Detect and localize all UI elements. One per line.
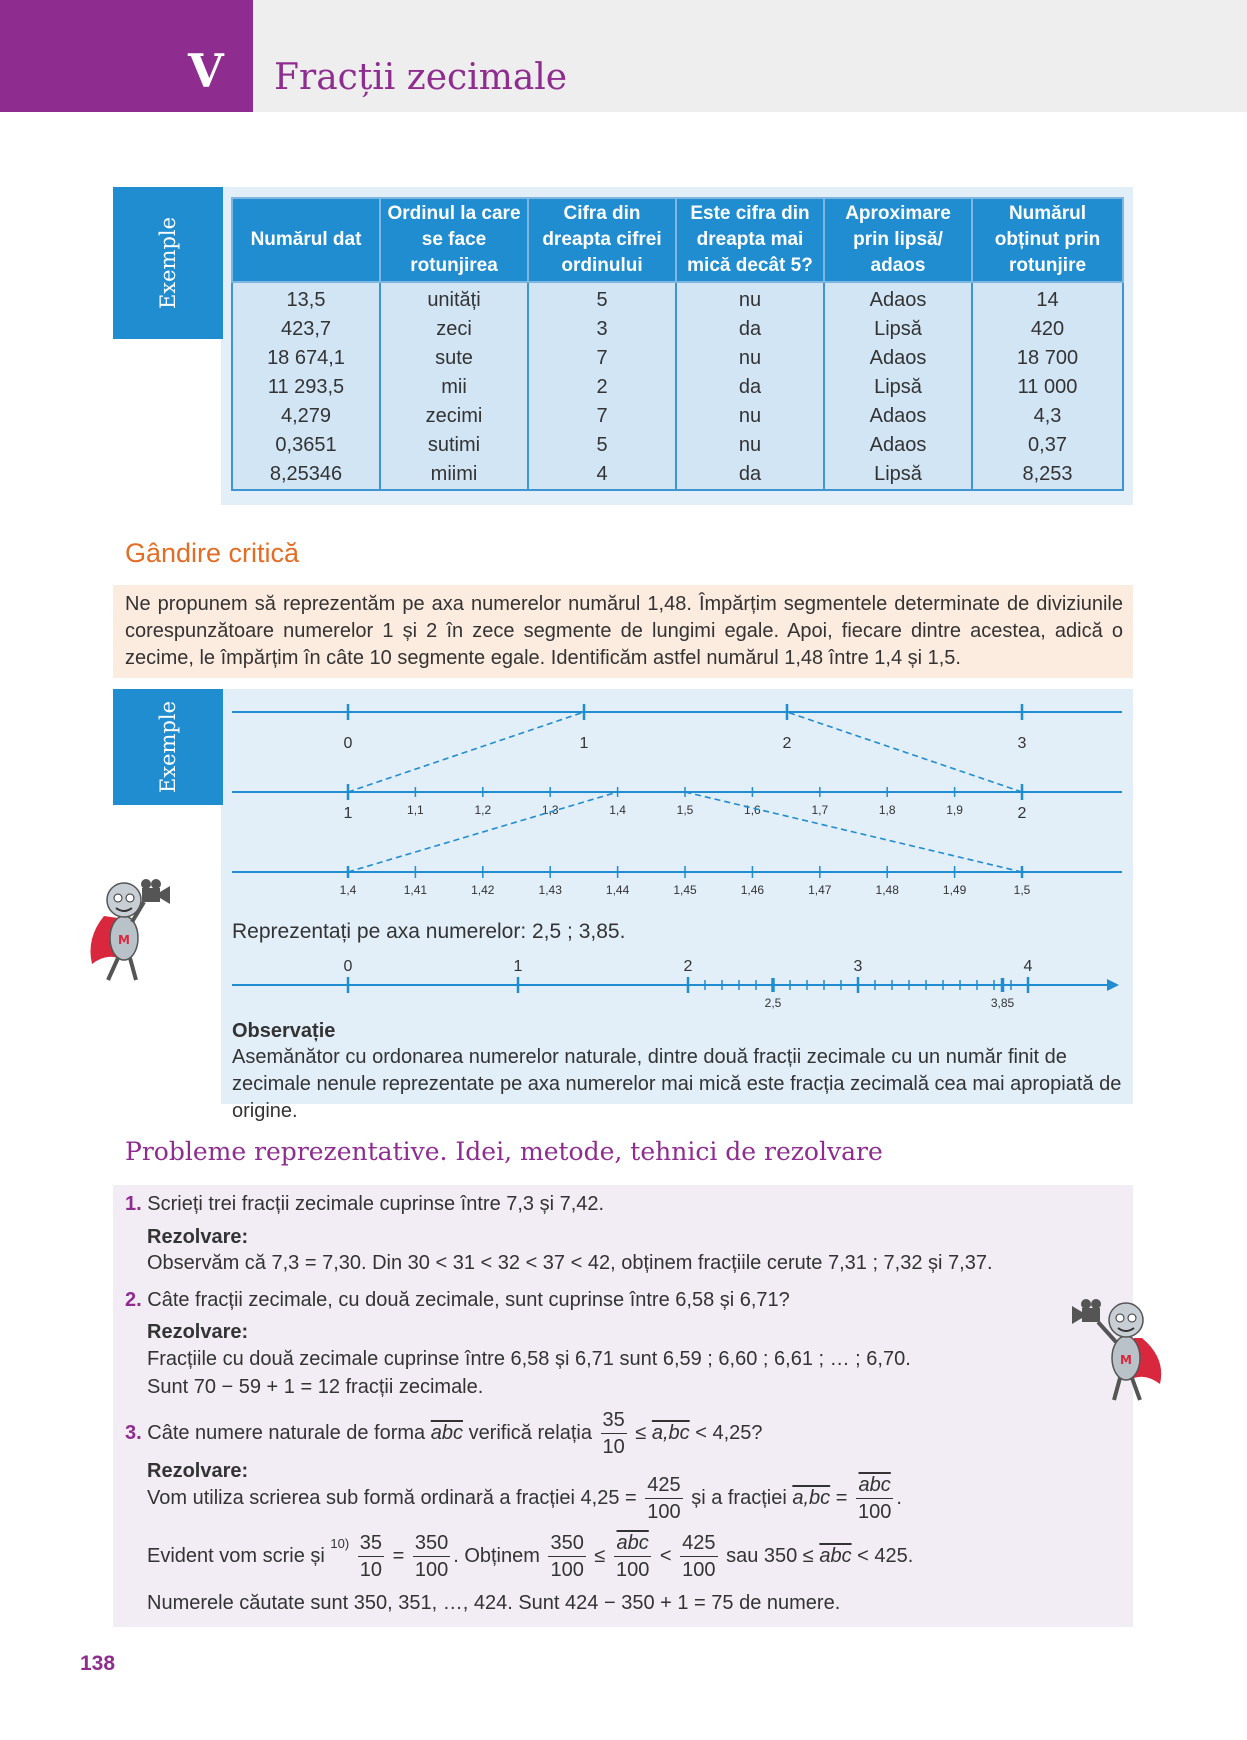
table-cell: Lipsă bbox=[824, 315, 972, 344]
fraction bbox=[856, 1472, 893, 1525]
problem-text: Câte numere naturale de forma bbox=[147, 1421, 426, 1444]
exercise-axis bbox=[232, 958, 1119, 1010]
table-row bbox=[232, 402, 1123, 431]
axis-tick-label: 1,7 bbox=[811, 803, 829, 817]
table-cell: Adaos bbox=[824, 431, 972, 460]
axis-tick-label: 1,8 bbox=[878, 803, 896, 817]
axis-tick-label: 3 bbox=[853, 958, 863, 975]
numerator: 425 bbox=[680, 1530, 717, 1557]
axis-tick-label: 1 bbox=[343, 805, 353, 822]
table-cell: Adaos bbox=[824, 402, 972, 431]
table-row bbox=[232, 282, 1123, 315]
problem-text: Câte fracții zecimale, cu două zecimale, sunt cuprinse între 6,58 și 6,71? bbox=[147, 1289, 790, 1311]
operator: < bbox=[659, 1545, 672, 1567]
axis-tick-label: 1,3 bbox=[541, 803, 559, 817]
solution-text: sau 350 ≤ bbox=[726, 1545, 814, 1567]
denominator: 10 bbox=[359, 1559, 383, 1582]
problem-1-statement bbox=[125, 1191, 604, 1218]
observation-title: Observație bbox=[232, 1020, 336, 1042]
observation-text: Asemănător cu ordonarea numerelor naturale, dintre două fracții zecimale cu un număr finit de zecimale nenule reprezentate pe axa numerelor mai mică este fracția zecimală cea mai apropiată de origine. bbox=[232, 1046, 1122, 1122]
overline-abc: $\overline{abc}$ bbox=[430, 1421, 463, 1444]
problem-2-solution-line-1: Fracțiile cu două zecimale cuprinse între 6,58 și 6,71 sunt 6,59 ; 6,60 ; 6,61 ; … ; 6,70. bbox=[147, 1348, 911, 1370]
axis-tick-label: 1,6 bbox=[744, 803, 761, 817]
table-header-row bbox=[232, 198, 1123, 282]
examples-tab-1 bbox=[113, 187, 223, 339]
critical-thinking-text: Ne propunem să reprezentăm pe axa numerelor numărul 1,48. Împărțim segmentele determinate de diviziunile corespunzătoare numerelor 1 și 2 în zece segmente de lungimi egale. Apoi, fiecare dintre acestea, adică o zecime, le împărțim în câte 10 segmente egale. Identificăm astfel numărul 1,48 între 1,4 și 1,5. bbox=[125, 593, 1123, 669]
table-cell: mii bbox=[380, 373, 528, 402]
table-cell: 18 700 bbox=[972, 344, 1123, 373]
table-row bbox=[232, 431, 1123, 460]
denominator: 100 bbox=[414, 1559, 449, 1582]
table-cell: 5 bbox=[528, 282, 676, 315]
zoom-connector bbox=[787, 712, 1022, 792]
fraction bbox=[413, 1530, 450, 1583]
table-cell: 4,279 bbox=[232, 402, 380, 431]
denominator: 10 bbox=[602, 1436, 625, 1458]
numerator: $\overline{abc}$ bbox=[856, 1472, 893, 1499]
numerator: 35 bbox=[601, 1407, 627, 1434]
problem-3-solution-line-1 bbox=[147, 1472, 902, 1525]
axis-tick-label: 2 bbox=[683, 958, 693, 975]
problem-number: 1. bbox=[125, 1193, 142, 1215]
axis-tick-label: 1,47 bbox=[808, 883, 832, 897]
svg-text:M: M bbox=[1120, 1353, 1132, 1367]
denominator: 100 bbox=[615, 1559, 650, 1582]
axis-tick-label: 1 bbox=[579, 735, 589, 752]
table-cell: da bbox=[676, 315, 824, 344]
table-cell: miimi bbox=[380, 460, 528, 490]
table-cell: zecimi bbox=[380, 402, 528, 431]
fraction bbox=[601, 1407, 627, 1460]
axis-tick-label: 1,1 bbox=[407, 803, 424, 817]
page-number: 138 bbox=[80, 1652, 116, 1675]
solution-text: . Obținem bbox=[453, 1545, 540, 1567]
table-cell: 0,3651 bbox=[232, 431, 380, 460]
table-cell: unități bbox=[380, 282, 528, 315]
table-cell: 7 bbox=[528, 402, 676, 431]
axis-tick-label: 3 bbox=[1017, 735, 1027, 752]
table-header-cell: Numărul obținut prin rotunjire bbox=[972, 198, 1123, 282]
overline-decimal: a,bc bbox=[651, 1421, 690, 1444]
table-cell: 423,7 bbox=[232, 315, 380, 344]
axis-tick-label: 1,48 bbox=[875, 883, 899, 897]
problem-3-solution-line-3: Numerele căutate sunt 350, 351, …, 424. Sunt 424 − 350 + 1 = 75 de numere. bbox=[147, 1592, 841, 1614]
solution-label: Rezolvare: bbox=[147, 1460, 249, 1482]
axis-tick-label: 1,5 bbox=[676, 803, 694, 817]
table-cell: 420 bbox=[972, 315, 1123, 344]
solution-text: Vom utiliza scrierea sub formă ordinară a fracției 4,25 = bbox=[147, 1486, 637, 1509]
denominator: 100 bbox=[682, 1559, 716, 1582]
table-cell: 11 000 bbox=[972, 373, 1123, 402]
table-header-cell: Aproximare prin lipsă/ adaos bbox=[824, 198, 972, 282]
exercise-text: Reprezentați pe axa numerelor: 2,5 ; 3,85. bbox=[232, 920, 626, 943]
table-cell: 5 bbox=[528, 431, 676, 460]
table-row bbox=[232, 373, 1123, 402]
table-cell: da bbox=[676, 460, 824, 490]
axis-tick-label: 0 bbox=[343, 735, 353, 752]
table-cell: 8,25346 bbox=[232, 460, 380, 490]
numerator: 425 bbox=[645, 1472, 682, 1499]
axis-integers bbox=[232, 704, 1122, 752]
table-cell: 4,3 bbox=[972, 402, 1123, 431]
number-lines-figure bbox=[222, 692, 1122, 1012]
fraction bbox=[358, 1530, 384, 1583]
table-cell: 7 bbox=[528, 344, 676, 373]
examples-tab-label: Exemple bbox=[156, 216, 180, 310]
axis-hundredths bbox=[232, 866, 1122, 897]
table-cell: Adaos bbox=[824, 282, 972, 315]
axis-tick-label: 2 bbox=[782, 735, 792, 752]
table-cell: 18 674,1 bbox=[232, 344, 380, 373]
problem-3-statement bbox=[125, 1407, 763, 1460]
amplification-mark: 10) bbox=[330, 1536, 350, 1551]
solution-text: și a fracției bbox=[691, 1486, 787, 1509]
critical-thinking-title: Gândire critică bbox=[125, 538, 300, 568]
operator: = bbox=[392, 1545, 405, 1567]
table-cell: nu bbox=[676, 344, 824, 373]
rounding-table bbox=[231, 197, 1124, 491]
solution-label: Rezolvare: bbox=[147, 1321, 249, 1343]
axis-tick-label: 0 bbox=[343, 958, 353, 975]
problem-2-statement bbox=[125, 1287, 790, 1314]
numerator: 350 bbox=[413, 1530, 450, 1557]
table-cell: da bbox=[676, 373, 824, 402]
table-cell: 3 bbox=[528, 315, 676, 344]
fraction bbox=[614, 1530, 651, 1583]
numerator: 35 bbox=[358, 1530, 384, 1557]
numerator: $\overline{abc}$ bbox=[614, 1530, 651, 1557]
superhero-mascot-icon bbox=[82, 868, 187, 988]
operator: ≤ bbox=[594, 1545, 606, 1567]
axis-tick-label: 1 bbox=[513, 958, 523, 975]
table-cell: 0,37 bbox=[972, 431, 1123, 460]
table-cell: 2 bbox=[528, 373, 676, 402]
table-header-cell: Numărul dat bbox=[232, 198, 380, 282]
axis-tick-label: 1,9 bbox=[946, 803, 963, 817]
problem-1-solution: Observăm că 7,3 = 7,30. Din 30 < 31 < 32 < 37 < 42, obținem fracțiile cerute 7,31 ; 7,32 și 7,37. bbox=[147, 1252, 993, 1274]
axis-tick-label: 1,41 bbox=[403, 883, 428, 897]
solution-text: Evident vom scrie și bbox=[147, 1545, 325, 1567]
axis-arrow-icon bbox=[1107, 979, 1119, 991]
chapter-title: Fracții zecimale bbox=[274, 57, 568, 98]
table-cell: sute bbox=[380, 344, 528, 373]
table-cell: 14 bbox=[972, 282, 1123, 315]
fraction bbox=[680, 1530, 717, 1583]
axis-tick-label: 1,46 bbox=[740, 883, 765, 897]
table-cell: Lipsă bbox=[824, 460, 972, 490]
axis-point-label: 3,85 bbox=[990, 996, 1015, 1010]
table-cell: 11 293,5 bbox=[232, 373, 380, 402]
table-cell: 13,5 bbox=[232, 282, 380, 315]
axis-tick-label: 1,4 bbox=[339, 883, 357, 897]
superhero-mascot-icon bbox=[1062, 1288, 1170, 1408]
axis-tick-label: 1,2 bbox=[474, 803, 492, 817]
problem-3-solution-line-2 bbox=[147, 1530, 913, 1583]
axis-tick-label: 2 bbox=[1017, 805, 1027, 822]
overline-abc: $\overline{abc}$ bbox=[819, 1545, 852, 1567]
axis-tick-label: 1,4 bbox=[609, 803, 626, 817]
problem-text: < 4,25? bbox=[695, 1421, 763, 1444]
solution-text: . bbox=[896, 1486, 902, 1509]
axis-point-label: 2,5 bbox=[764, 996, 782, 1010]
examples-tab-2 bbox=[113, 689, 223, 805]
denominator: 100 bbox=[857, 1501, 892, 1523]
axis-tick-label: 1,45 bbox=[673, 883, 697, 897]
axis-tick-label: 1,43 bbox=[538, 883, 562, 897]
solution-label: Rezolvare: bbox=[147, 1226, 249, 1248]
numerator: 350 bbox=[548, 1530, 585, 1557]
axis-tick-label: 1,44 bbox=[605, 883, 630, 897]
problem-text: verifică relația bbox=[468, 1421, 592, 1444]
problem-2-solution-line-2: Sunt 70 − 59 + 1 = 12 fracții zecimale. bbox=[147, 1376, 484, 1398]
table-header-cell: Cifra din dreapta cifrei ordinului bbox=[528, 198, 676, 282]
axis-tick-label: 1,49 bbox=[942, 883, 967, 897]
table-cell: Lipsă bbox=[824, 373, 972, 402]
table-cell: nu bbox=[676, 431, 824, 460]
svg-text:M: M bbox=[118, 933, 130, 947]
problem-number: 3. bbox=[125, 1421, 142, 1444]
fraction bbox=[548, 1530, 585, 1583]
problem-text: Scrieți trei fracții zecimale cuprinse între 7,3 și 7,42. bbox=[147, 1193, 605, 1215]
table-cell: Adaos bbox=[824, 344, 972, 373]
denominator: 100 bbox=[550, 1559, 584, 1582]
solution-text: < 425. bbox=[857, 1545, 914, 1567]
operator: = bbox=[835, 1486, 848, 1509]
table-cell: 8,253 bbox=[972, 460, 1123, 490]
operator: ≤ bbox=[635, 1421, 647, 1444]
table-cell: zeci bbox=[380, 315, 528, 344]
fraction bbox=[645, 1472, 682, 1525]
table-cell: nu bbox=[676, 282, 824, 315]
denominator: 100 bbox=[647, 1501, 681, 1523]
table-cell: sutimi bbox=[380, 431, 528, 460]
axis-tick-label: 1,42 bbox=[471, 883, 495, 897]
table-row bbox=[232, 315, 1123, 344]
zoom-connector bbox=[685, 792, 1022, 872]
table-header-cell: Este cifra din dreapta mai mică decât 5? bbox=[676, 198, 824, 282]
problems-section-title: Probleme reprezentative. Idei, metode, tehnici de rezolvare bbox=[125, 1137, 883, 1166]
table-row bbox=[232, 344, 1123, 373]
table-header-cell: Ordinul la care se face rotunjirea bbox=[380, 198, 528, 282]
table-cell: nu bbox=[676, 402, 824, 431]
overline-decimal: a,bc bbox=[792, 1486, 831, 1509]
examples-tab-label: Exemple bbox=[156, 700, 180, 794]
table-row bbox=[232, 460, 1123, 490]
axis-tenths bbox=[232, 784, 1122, 822]
table-cell: 4 bbox=[528, 460, 676, 490]
zoom-connector bbox=[348, 712, 584, 792]
axis-tick-label: 4 bbox=[1023, 958, 1033, 975]
problem-number: 2. bbox=[125, 1289, 142, 1311]
axis-tick-label: 1,5 bbox=[1013, 883, 1031, 897]
chapter-number: V bbox=[188, 44, 224, 98]
